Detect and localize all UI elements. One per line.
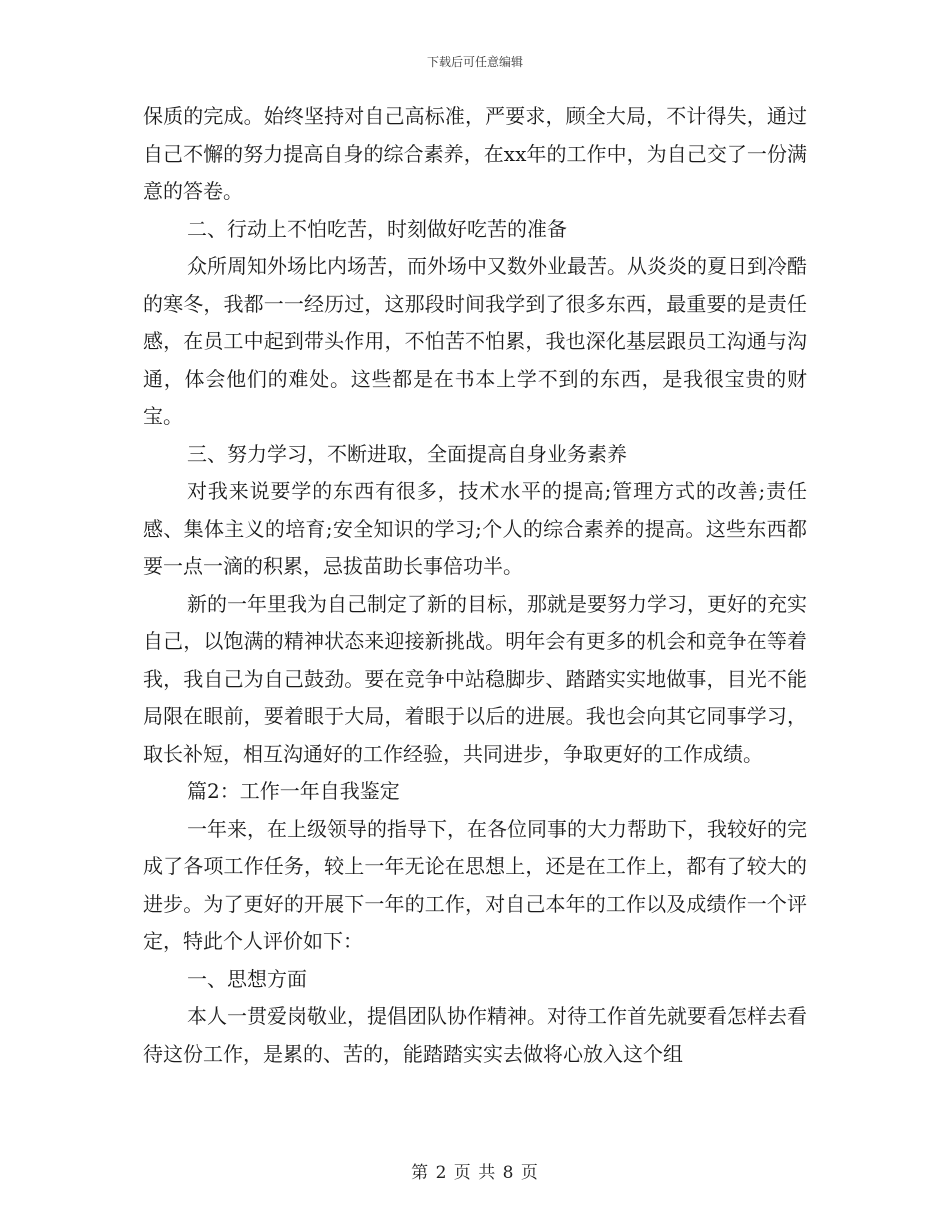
section-heading-thought: 一、思想方面 [187,966,307,991]
article-title: 篇2：工作一年自我鉴定 [187,779,400,803]
section-heading-2: 二、行动上不怕吃苦，时刻做好吃苦的准备 [187,216,567,241]
section-heading-3: 三、努力学习，不断进取，全面提高自身业务素养 [187,441,627,466]
paragraph-5: 对我来说要学的东西有很多，技术水平的提高;管理方式的改善;责任感、集体主义的培育;安全知识的学习;个人的综合素养的提高。这些东西都要一点一滴的积累，忌拔苗助长事倍功半。 [143,479,807,578]
paragraph-3: 众所周知外场比内场苦，而外场中又数外业最苦。从炎炎的夏日到冷酷的寒冬，我都一一经历过，这那段时间我学到了很多东西，最重要的是责任感，在员工中起到带头作用，不怕苦不怕累，我也深化基层跟员工沟通与沟通，体会他们的难处。这些都是在书本上学不到的东西，是我很宝贵的财宝。 [143,254,807,428]
paragraph-1: 保质的完成。始终坚持对自己高标准，严要求，顾全大局，不计得失，通过自己不懈的努力提高自身的综合素养，在xx年的工作中，为自己交了一份满意的答卷。 [143,104,807,203]
paragraph-10: 本人一贯爱岗敬业，提倡团队协作精神。对待工作首先就要看怎样去看待这份工作，是累的、苦的，能踏踏实实去做将心放入这个组 [143,1004,807,1066]
page-number: 第 2 页 共 8 页 [411,1163,539,1183]
page-header: 下载后可任意编辑 [426,55,523,69]
paragraph-6: 新的一年里我为自己制定了新的目标，那就是要努力学习，更好的充实自己，以饱满的精神状态来迎接新挑战。明年会有更多的机会和竞争在等着我，我自己为自己鼓劲。要在竞争中站稳脚步、踏踏实实地做事，目光不能局限在眼前，要着眼于大局，着眼于以后的进展。我也会向其它同事学习，取长补短，相互沟通好的工作经验，共同进步，争取更好的工作成绩。 [143,591,807,766]
paragraph-8: 一年来，在上级领导的指导下，在各位同事的大力帮助下，我较好的完成了各项工作任务，较上一年无论在思想上，还是在工作上，都有了较大的进步。为了更好的开展下一年的工作，对自己本年的工作以及成绩作一个评定，特此个人评价如下： [143,816,807,953]
document-body [143,98,807,1073]
